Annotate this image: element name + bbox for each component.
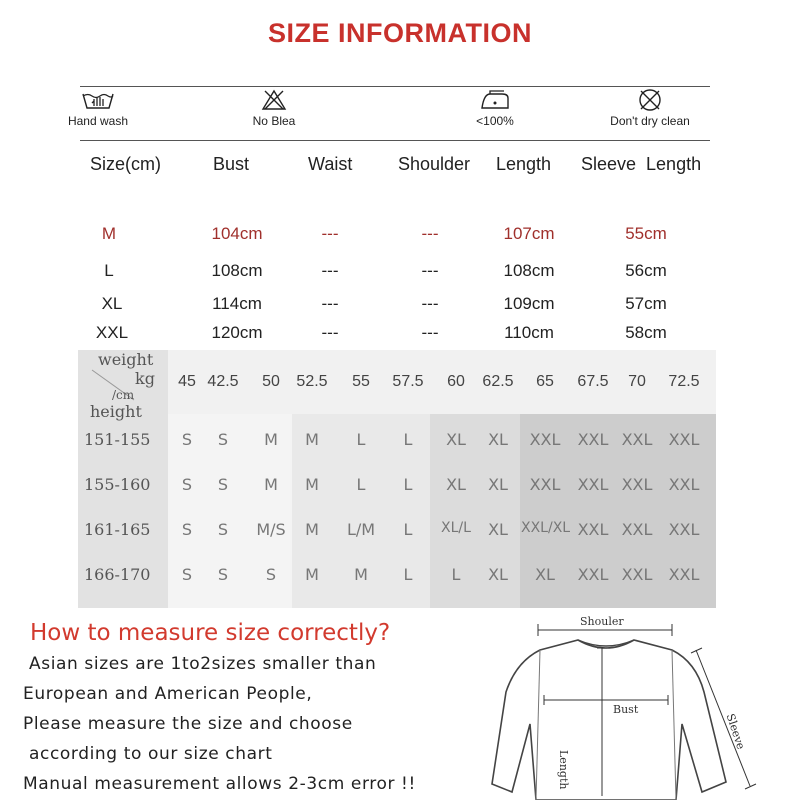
size-grid-cell: XXL bbox=[577, 475, 609, 494]
waist-cell: --- bbox=[321, 294, 339, 313]
weight-header-cell: 52.5 bbox=[296, 373, 328, 390]
hand-wash-icon bbox=[80, 88, 116, 112]
care-hand-wash bbox=[60, 88, 136, 128]
diagram-shoulder-label: Shouler bbox=[580, 615, 624, 628]
waist-cell: --- bbox=[321, 323, 339, 342]
size-grid-cell: XL bbox=[446, 475, 466, 494]
measure-note-line: Manual measurement allows 2-3cm error !! bbox=[23, 774, 416, 794]
size-grid-cell: XXL bbox=[668, 475, 700, 494]
size-grid-cell: L bbox=[403, 565, 413, 584]
size-grid-cell: M bbox=[305, 430, 319, 449]
size-grid-cell: M bbox=[305, 520, 319, 539]
page-title: SIZE INFORMATION bbox=[268, 18, 532, 48]
measure-note-line: Asian sizes are 1to2sizes smaller than bbox=[23, 654, 377, 674]
corner-weight-label: weight bbox=[98, 350, 154, 369]
weight-header-cell: 60 bbox=[447, 373, 465, 390]
size-grid-cell: L bbox=[403, 475, 413, 494]
iron-icon bbox=[478, 88, 512, 112]
bust-cell: 114cm bbox=[212, 294, 262, 313]
no-bleach-icon bbox=[260, 88, 288, 112]
shoulder-cell: --- bbox=[421, 261, 439, 280]
size-grid-cell: S bbox=[181, 430, 193, 449]
bust-cell: 104cm bbox=[211, 224, 263, 243]
size-grid-cell: L bbox=[403, 430, 413, 449]
size-grid-cell: S bbox=[217, 520, 229, 539]
size-grid-cell: S bbox=[181, 475, 193, 494]
weight-header-cell: 72.5 bbox=[668, 373, 700, 390]
size-grid-cell: M bbox=[354, 565, 368, 584]
size-grid-cell: M bbox=[264, 430, 278, 449]
height-label: 155-160 bbox=[84, 475, 151, 494]
measure-note-line: European and American People, bbox=[23, 684, 313, 704]
diagram-bust-label: Bust bbox=[613, 703, 639, 716]
weight-header-cell: 57.5 bbox=[392, 373, 424, 390]
size-grid-cell: S bbox=[217, 430, 229, 449]
size-grid-cell: XL bbox=[488, 565, 508, 584]
no-dry-clean-icon bbox=[636, 88, 664, 112]
size-grid-cell: XL bbox=[446, 430, 466, 449]
shoulder-cell: --- bbox=[421, 294, 439, 313]
size-grid-cell: XL bbox=[488, 520, 508, 539]
length-cell: 108cm bbox=[503, 261, 555, 280]
weight-header-cell: 62.5 bbox=[482, 373, 514, 390]
care-label-hand-wash: Hand wash bbox=[67, 114, 129, 128]
waist-cell: --- bbox=[321, 261, 339, 280]
measure-title: How to measure size correctly? bbox=[30, 620, 391, 646]
length-cell: 110cm bbox=[504, 323, 554, 342]
weight-header-cell: 50 bbox=[262, 373, 280, 390]
shoulder-cell: --- bbox=[421, 323, 439, 342]
length-cell: 107cm bbox=[503, 224, 555, 243]
shoulder-cell: --- bbox=[421, 224, 439, 243]
size-grid-cell: XXL bbox=[529, 475, 561, 494]
sleeve-cell: 56cm bbox=[625, 261, 667, 280]
height-label: 166-170 bbox=[84, 565, 151, 584]
care-no-dry-clean bbox=[600, 88, 700, 128]
sleeve-cell: 55cm bbox=[625, 224, 667, 243]
size-grid-cell: S bbox=[181, 520, 193, 539]
weight-header-cell: 42.5 bbox=[207, 373, 239, 390]
measure-note-line: Please measure the size and choose bbox=[23, 714, 353, 734]
size-grid-cell: M bbox=[305, 475, 319, 494]
shirt-diagram bbox=[490, 612, 790, 800]
header-waist: Waist bbox=[308, 154, 353, 174]
diagram-length-label: Length bbox=[557, 750, 570, 790]
corner-kg-label: kg bbox=[135, 369, 155, 388]
size-row bbox=[0, 294, 800, 316]
size-grid-cell: XXL bbox=[621, 475, 653, 494]
size-grid-cell: L/M bbox=[346, 520, 376, 539]
size-grid-cell: S bbox=[217, 475, 229, 494]
size-grid-cell: XL bbox=[535, 565, 555, 584]
size-grid-cell: XXL bbox=[529, 430, 561, 449]
header-size: Size(cm) bbox=[90, 154, 161, 174]
size-cell: L bbox=[104, 261, 114, 280]
weight-header-cell: 70 bbox=[628, 373, 646, 390]
size-grid-cell: XL/L bbox=[441, 520, 471, 536]
size-row bbox=[0, 261, 800, 283]
size-row bbox=[0, 323, 800, 345]
diagram-sleeve-label: Sleeve bbox=[723, 712, 748, 752]
height-label: 151-155 bbox=[84, 430, 151, 449]
size-grid-cell: XXL bbox=[577, 565, 609, 584]
care-bottom-divider bbox=[80, 140, 710, 141]
care-top-divider bbox=[80, 86, 710, 87]
size-grid-cell: S bbox=[181, 565, 193, 584]
size-cell: XL bbox=[101, 294, 123, 313]
size-cell: XXL bbox=[95, 323, 129, 342]
size-grid-cell: L bbox=[403, 520, 413, 539]
care-iron bbox=[458, 88, 532, 128]
care-label-iron: <100% bbox=[476, 114, 514, 128]
care-label-no-bleach: No Blea bbox=[252, 114, 296, 128]
weight-header-cell: 55 bbox=[352, 373, 370, 390]
weight-header-cell: 65 bbox=[536, 373, 554, 390]
size-grid-cell: XXL bbox=[668, 430, 700, 449]
length-cell: 109cm bbox=[503, 294, 555, 313]
bust-cell: 120cm bbox=[211, 323, 263, 342]
size-grid-cell: S bbox=[217, 565, 229, 584]
size-grid-cell: XXL/XL bbox=[521, 520, 571, 536]
corner-cm-label: /cm bbox=[112, 388, 135, 402]
size-grid-cell: XXL bbox=[621, 520, 653, 539]
size-grid-cell: S bbox=[265, 565, 277, 584]
corner-height-label: height bbox=[90, 402, 142, 421]
size-grid-cell: XXL bbox=[668, 565, 700, 584]
size-grid-cell: L bbox=[356, 475, 366, 494]
care-no-bleach bbox=[235, 88, 313, 128]
weight-height-chart bbox=[78, 350, 716, 608]
waist-cell: --- bbox=[321, 224, 339, 243]
weight-header-cell: 45 bbox=[178, 373, 196, 390]
size-grid-cell: L bbox=[451, 565, 461, 584]
size-row bbox=[0, 224, 800, 246]
size-grid-cell: XXL bbox=[577, 430, 609, 449]
measure-note-line: according to our size chart bbox=[23, 744, 273, 764]
size-grid-cell: XXL bbox=[621, 430, 653, 449]
header-bust: Bust bbox=[213, 154, 250, 174]
size-grid-cell: M/S bbox=[256, 520, 286, 539]
height-label: 161-165 bbox=[84, 520, 151, 539]
weight-header-cell: 67.5 bbox=[577, 373, 609, 390]
size-grid-cell: XXL bbox=[577, 520, 609, 539]
header-length: Length bbox=[496, 154, 552, 174]
size-grid-cell: XXL bbox=[668, 520, 700, 539]
size-grid-cell: L bbox=[356, 430, 366, 449]
header-shoulder: Shoulder bbox=[398, 154, 471, 174]
size-grid-cell: XL bbox=[488, 475, 508, 494]
size-grid-cell: M bbox=[264, 475, 278, 494]
sleeve-cell: 58cm bbox=[625, 323, 667, 342]
size-grid-cell: M bbox=[305, 565, 319, 584]
care-label-no-dry-clean: Don't dry clean bbox=[610, 114, 690, 128]
size-grid-cell: XXL bbox=[621, 565, 653, 584]
header-sleeve-length: Sleeve Length bbox=[581, 154, 702, 174]
bust-cell: 108cm bbox=[211, 261, 263, 280]
size-grid-cell: XL bbox=[488, 430, 508, 449]
sleeve-cell: 57cm bbox=[625, 294, 667, 313]
size-cell: M bbox=[101, 224, 117, 243]
